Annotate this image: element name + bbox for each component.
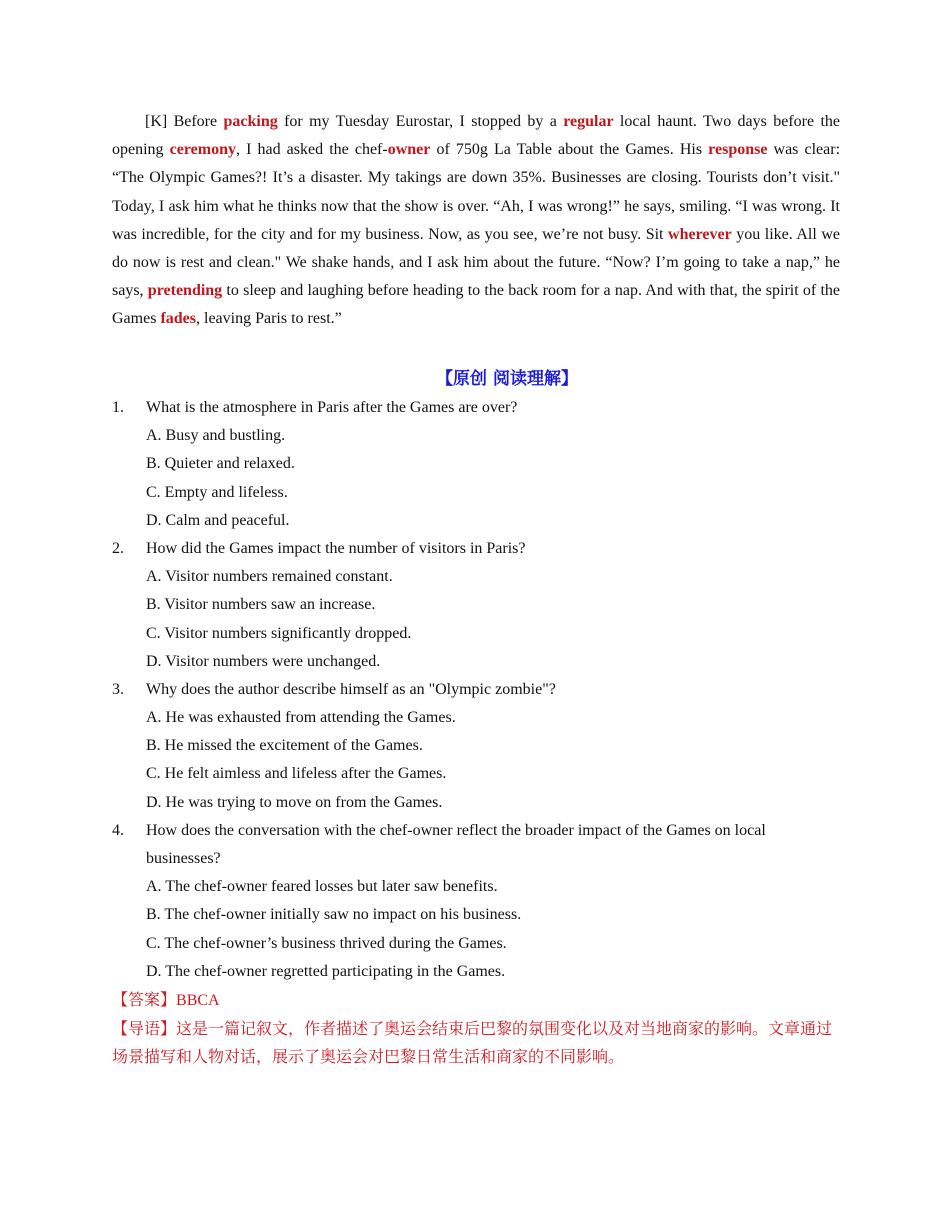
passage-paragraph	[112, 108, 840, 334]
option-1a: A. Busy and bustling.	[146, 427, 286, 445]
passage-text: you like. All we do now is rest and clean." We shake hands, and I ask him about the future. “Now? I’m going to take a nap,” he says,	[112, 225, 841, 300]
passage-text: was clear: “The Olympic Games?! It’s a disaster. My takings are down 35%. Businesses are closing. Tourists don’t visit." Today, I ask him what he thinks now that the show is over. “Ah, I was wrong!” he says, smiling. “I was wrong. It was incredible, for the city and for my business. Now, as you see, we’re not busy. Sit	[112, 141, 841, 243]
option-1d: D. Calm and peaceful.	[146, 511, 290, 529]
highlighted-word: fades	[160, 310, 196, 328]
guide-paragraph	[112, 1015, 834, 1071]
highlighted-word: owner	[387, 141, 431, 159]
highlighted-word: ceremony	[169, 141, 236, 159]
section-title: 【原创 阅读理解】	[436, 369, 578, 389]
option-3c: C. He felt aimless and lifeless after the Games.	[146, 765, 447, 783]
passage-text: , leaving Paris to rest.”	[196, 310, 342, 328]
guide-label: 【导语】	[112, 1019, 177, 1038]
question-text: How does the conversation with the chef-owner reflect the broader impact of the Games on local businesses?	[146, 821, 766, 868]
option-2a: A. Visitor numbers remained constant.	[146, 568, 393, 586]
question-number: 1.	[112, 399, 124, 416]
question-2	[112, 535, 842, 563]
passage-text: , I had asked the chef-	[235, 141, 388, 159]
option-4b: B. The chef-owner initially saw no impact on his business.	[146, 906, 522, 924]
option-2b: B. Visitor numbers saw an increase.	[146, 596, 376, 614]
option-3d: D. He was trying to move on from the Games.	[146, 793, 443, 811]
question-number: 2.	[112, 539, 124, 557]
question-text: How did the Games impact the number of visitors in Paris?	[146, 539, 526, 557]
passage-text: of 750g La Table about the Games. His	[430, 141, 709, 159]
option-3a: A. He was exhausted from attending the Games.	[146, 709, 456, 727]
question-text: Why does the author describe himself as an "Olympic zombie"?	[146, 680, 556, 698]
question-4	[112, 817, 842, 873]
option-2c: C. Visitor numbers significantly dropped.	[146, 624, 412, 642]
option-4d: D. The chef-owner regretted participating in the Games.	[146, 962, 506, 980]
option-1c: C. Empty and lifeless.	[146, 483, 288, 501]
question-1	[112, 394, 842, 422]
highlighted-word: regular	[563, 113, 614, 130]
passage-text: to sleep and laughing before heading to the back room for a nap. And with that, the spirit of the Games	[112, 282, 841, 328]
option-4a: A. The chef-owner feared losses but later saw benefits.	[146, 878, 498, 896]
question-text: What is the atmosphere in Paris after the Games are over?	[146, 399, 518, 416]
passage-text: local haunt. Two days before the opening	[112, 113, 841, 159]
question-3	[112, 676, 842, 704]
question-number: 3.	[112, 680, 124, 698]
option-2d: D. Visitor numbers were unchanged.	[146, 652, 381, 670]
question-list	[112, 394, 842, 986]
highlighted-word: response	[708, 141, 768, 159]
answer-value: BBCA	[176, 992, 220, 1009]
guide-text: 这是一篇记叙文，作者描述了奥运会结束后巴黎的氛围变化以及对当地商家的影响。文章通过场景描写和人物对话，展示了奥运会对巴黎日常生活和商家的不同影响。	[112, 1019, 833, 1067]
answer-label: 【答案】	[112, 990, 177, 1009]
option-1b: B. Quieter and relaxed.	[146, 455, 295, 473]
option-3b: B. He missed the excitement of the Games.	[146, 737, 423, 755]
highlighted-word: packing	[223, 113, 278, 130]
passage-text: for my Tuesday Eurostar, I stopped by a	[277, 113, 564, 130]
question-number: 4.	[112, 821, 124, 839]
highlighted-word: pretending	[147, 282, 223, 300]
passage-text: [K] Before	[145, 113, 224, 130]
option-4c: C. The chef-owner’s business thrived during the Games.	[146, 934, 507, 952]
answer-line	[112, 986, 220, 1015]
highlighted-word: wherever	[668, 225, 732, 243]
